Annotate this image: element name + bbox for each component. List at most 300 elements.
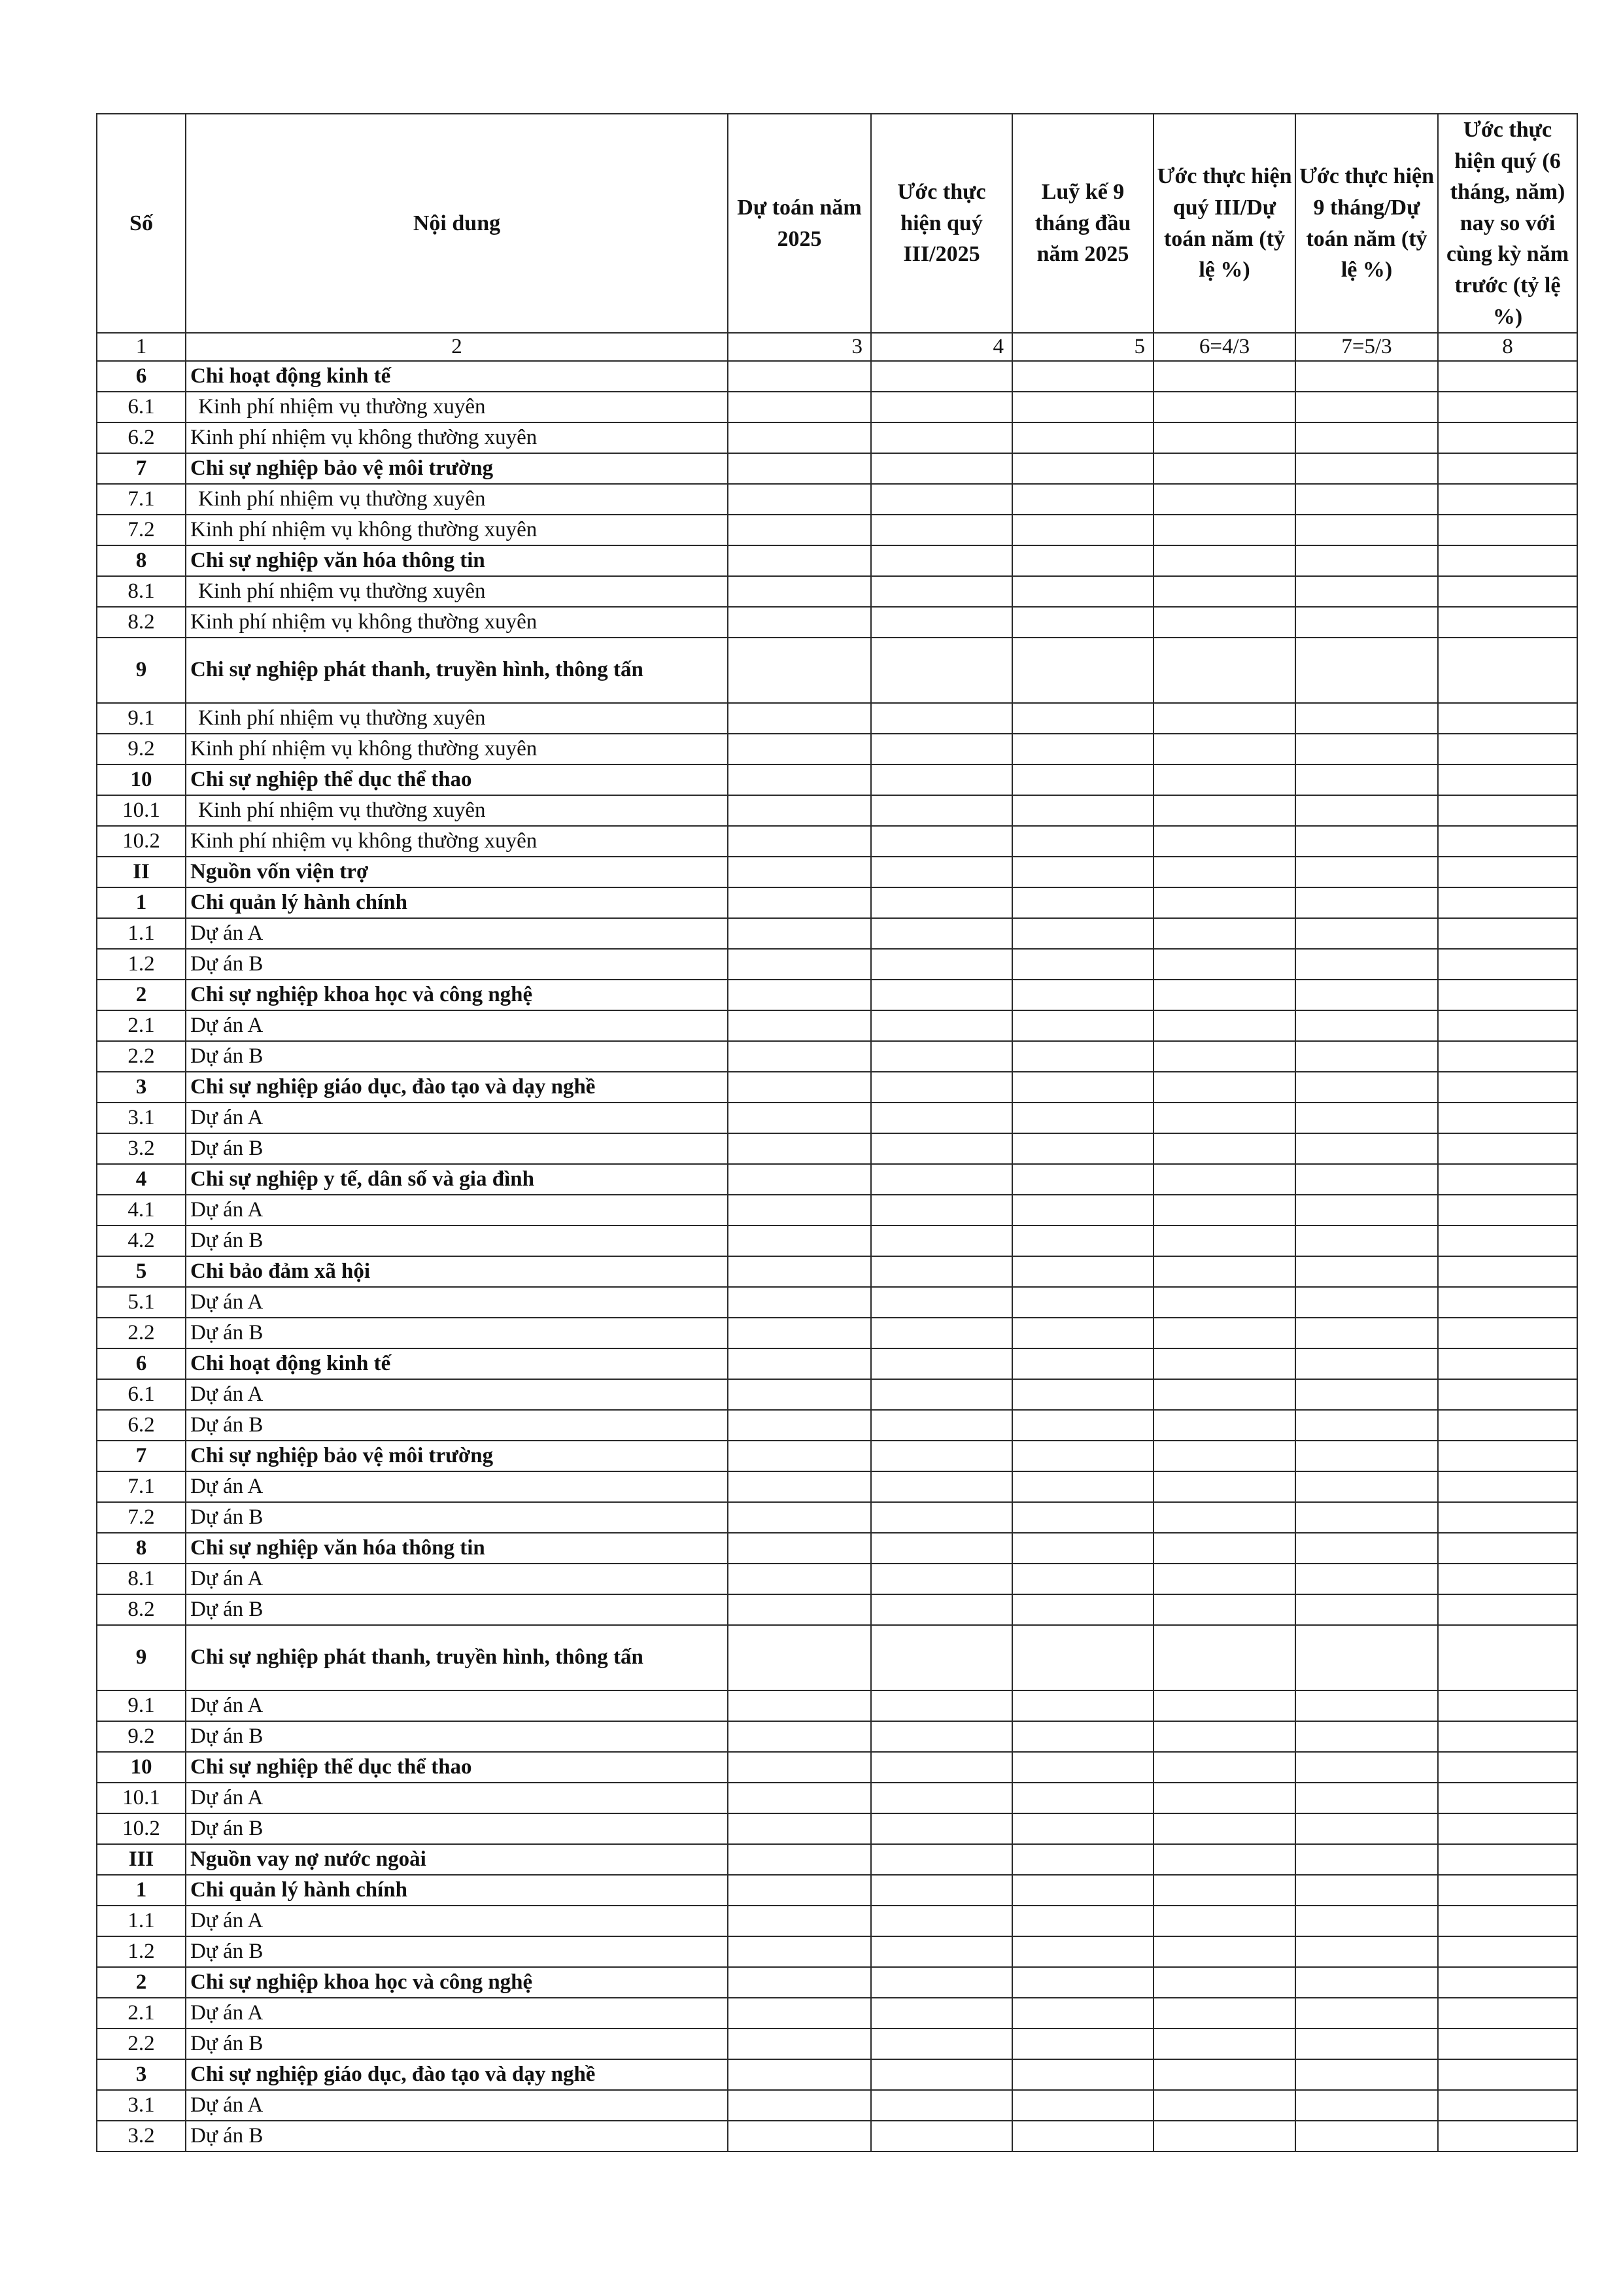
value-cell [1012,1348,1153,1379]
value-cell [1438,1103,1577,1133]
value-cell [1153,484,1295,515]
value-cell [1295,1967,1438,1998]
value-cell [1153,1906,1295,1936]
row-content: Dự án B [186,1041,728,1072]
value-cell [871,1967,1012,1998]
value-cell [1153,453,1295,484]
value-cell [728,980,871,1010]
row-content: Kinh phí nhiệm vụ không thường xuyên [186,607,728,638]
value-cell [1153,1844,1295,1875]
value-cell [728,857,871,887]
value-cell [728,1690,871,1721]
value-cell [1153,1594,1295,1625]
value-cell [1153,1072,1295,1103]
row-number: 9 [97,1625,186,1690]
value-cell [1153,1103,1295,1133]
table-row [97,949,1577,980]
value-cell [1012,1967,1153,1998]
value-cell [1295,1813,1438,1844]
row-number: 2 [97,980,186,1010]
value-cell [1012,1318,1153,1348]
table-row [97,392,1577,422]
row-content: Chi sự nghiệp thể dục thể thao [186,1752,728,1783]
table-row [97,980,1577,1010]
value-cell [1153,1164,1295,1195]
table-row [97,484,1577,515]
value-cell [728,1072,871,1103]
row-number: 9 [97,638,186,703]
table-row [97,422,1577,453]
value-cell [1153,949,1295,980]
value-cell [1295,1625,1438,1690]
row-content: Chi sự nghiệp phát thanh, truyền hình, thông tấn [186,638,728,703]
value-cell [871,515,1012,545]
table-row [97,1471,1577,1502]
value-cell [1012,1010,1153,1041]
row-content: Kinh phí nhiệm vụ không thường xuyên [186,734,728,764]
value-cell [1153,2121,1295,2151]
value-cell [1012,576,1153,607]
row-content: Kinh phí nhiệm vụ không thường xuyên [186,515,728,545]
value-cell [1012,1594,1153,1625]
value-cell [1012,1379,1153,1410]
value-cell [1295,1906,1438,1936]
table-row [97,826,1577,857]
row-content: Dự án B [186,1225,728,1256]
value-cell [871,392,1012,422]
row-number: 1.2 [97,949,186,980]
value-cell [1295,1256,1438,1287]
value-cell [1153,576,1295,607]
value-cell [1295,918,1438,949]
value-cell [871,918,1012,949]
row-number: 10 [97,1752,186,1783]
value-cell [871,1287,1012,1318]
value-cell [1012,1875,1153,1906]
value-cell [1438,1256,1577,1287]
column-number: 2 [186,333,728,361]
value-cell [1012,1564,1153,1594]
value-cell [1012,1625,1153,1690]
value-cell [871,1010,1012,1041]
value-cell [1438,607,1577,638]
value-cell [1295,392,1438,422]
value-cell [1438,1225,1577,1256]
value-cell [1012,1041,1153,1072]
value-cell [871,980,1012,1010]
value-cell [1012,638,1153,703]
value-cell [1153,918,1295,949]
value-cell [871,1690,1012,1721]
table-row [97,1875,1577,1906]
value-cell [1012,1256,1153,1287]
row-number: 8.1 [97,576,186,607]
value-cell [1438,515,1577,545]
row-number: 4 [97,1164,186,1195]
row-number: 5 [97,1256,186,1287]
row-content: Kinh phí nhiệm vụ thường xuyên [186,703,728,734]
row-number: 6 [97,1348,186,1379]
value-cell [1438,1875,1577,1906]
value-cell [1295,422,1438,453]
value-cell [1012,1287,1153,1318]
table-row [97,1564,1577,1594]
value-cell [871,1072,1012,1103]
value-cell [1438,2090,1577,2121]
column-number: 1 [97,333,186,361]
value-cell [1012,1998,1153,2029]
row-content: Chi quản lý hành chính [186,887,728,918]
table-row [97,918,1577,949]
row-number: 7.1 [97,484,186,515]
value-cell [871,857,1012,887]
value-cell [1295,2029,1438,2059]
value-cell [1438,2029,1577,2059]
value-cell [728,1936,871,1967]
value-cell [1438,734,1577,764]
value-cell [1295,949,1438,980]
row-content: Dự án A [186,1690,728,1721]
row-number: 3 [97,2059,186,2090]
column-number: 5 [1012,333,1153,361]
row-number: 3.1 [97,1103,186,1133]
value-cell [871,1410,1012,1441]
value-cell [1438,638,1577,703]
value-cell [1153,734,1295,764]
value-cell [871,1041,1012,1072]
value-cell [1438,1318,1577,1348]
row-number: 1 [97,887,186,918]
value-cell [1153,1690,1295,1721]
row-content: Chi sự nghiệp bảo vệ môi trường [186,453,728,484]
row-content: Dự án A [186,1564,728,1594]
row-number: 1.1 [97,1906,186,1936]
value-cell [1295,1379,1438,1410]
value-cell [728,1041,871,1072]
row-content: Dự án A [186,1379,728,1410]
value-cell [1438,1471,1577,1502]
value-cell [728,826,871,857]
value-cell [871,576,1012,607]
value-cell [1012,1533,1153,1564]
table-row [97,1318,1577,1348]
table-row [97,361,1577,392]
row-content: Chi bảo đảm xã hội [186,1256,728,1287]
value-cell [1012,980,1153,1010]
value-cell [1295,1936,1438,1967]
value-cell [1438,1844,1577,1875]
value-cell [728,422,871,453]
row-number: 9.1 [97,703,186,734]
value-cell [871,795,1012,826]
column-number: 8 [1438,333,1577,361]
row-number: 3 [97,1072,186,1103]
value-cell [871,422,1012,453]
header-stt: Số [97,114,186,333]
value-cell [1438,1906,1577,1936]
value-cell [1012,361,1153,392]
value-cell [1295,1594,1438,1625]
value-cell [728,2059,871,2090]
table-row [97,1998,1577,2029]
value-cell [871,2059,1012,2090]
value-cell [1012,1813,1153,1844]
value-cell [728,1471,871,1502]
row-number: 7.2 [97,515,186,545]
table-row [97,638,1577,703]
value-cell [1153,1875,1295,1906]
table-row [97,1783,1577,1813]
value-cell [1153,607,1295,638]
value-cell [1153,980,1295,1010]
table-row [97,1133,1577,1164]
row-number: 8.2 [97,607,186,638]
value-cell [1153,515,1295,545]
row-content: Kinh phí nhiệm vụ thường xuyên [186,576,728,607]
row-content: Chi sự nghiệp văn hóa thông tin [186,545,728,576]
row-number: 6.1 [97,1379,186,1410]
value-cell [1153,422,1295,453]
value-cell [1295,515,1438,545]
row-number: 8 [97,545,186,576]
value-cell [728,1256,871,1287]
value-cell [871,1133,1012,1164]
value-cell [871,1441,1012,1471]
row-content: Chi quản lý hành chính [186,1875,728,1906]
value-cell [728,764,871,795]
value-cell [871,1502,1012,1533]
value-cell [1438,1533,1577,1564]
value-cell [1295,1318,1438,1348]
column-number-row [97,333,1577,361]
value-cell [1438,2059,1577,2090]
table-row [97,1225,1577,1256]
row-number: 8.1 [97,1564,186,1594]
row-number: 10.1 [97,795,186,826]
value-cell [1012,887,1153,918]
value-cell [1295,1875,1438,1906]
row-number: 8 [97,1533,186,1564]
value-cell [1012,1410,1153,1441]
row-number: 2.2 [97,1318,186,1348]
table-row [97,1410,1577,1441]
value-cell [728,1906,871,1936]
value-cell [871,1164,1012,1195]
value-cell [1153,1564,1295,1594]
value-cell [871,2090,1012,2121]
value-cell [1153,1813,1295,1844]
value-cell [1012,2121,1153,2151]
row-content: Dự án B [186,1410,728,1441]
value-cell [1295,576,1438,607]
value-cell [728,1287,871,1318]
value-cell [1012,392,1153,422]
value-cell [1295,795,1438,826]
value-cell [871,887,1012,918]
value-cell [871,1752,1012,1783]
table-row [97,1195,1577,1225]
header-budget: Dự toán năm 2025 [728,114,871,333]
value-cell [728,734,871,764]
value-cell [728,1195,871,1225]
value-cell [871,1471,1012,1502]
value-cell [871,1813,1012,1844]
value-cell [728,1133,871,1164]
value-cell [1153,1010,1295,1041]
row-content: Dự án A [186,1010,728,1041]
value-cell [1153,638,1295,703]
value-cell [1012,1783,1153,1813]
column-number: 3 [728,333,871,361]
row-number: 6 [97,361,186,392]
value-cell [728,545,871,576]
value-cell [728,361,871,392]
row-content: Dự án B [186,1133,728,1164]
value-cell [1295,1410,1438,1441]
value-cell [1012,734,1153,764]
header-row [97,114,1577,333]
value-cell [728,607,871,638]
value-cell [1153,795,1295,826]
value-cell [1012,949,1153,980]
value-cell [871,607,1012,638]
row-number: II [97,857,186,887]
value-cell [1153,703,1295,734]
value-cell [1295,1225,1438,1256]
table-row [97,857,1577,887]
row-content: Dự án B [186,1813,728,1844]
value-cell [1295,1441,1438,1471]
value-cell [1153,1195,1295,1225]
row-content: Dự án B [186,1721,728,1752]
value-cell [1012,1502,1153,1533]
value-cell [1438,1133,1577,1164]
value-cell [728,1410,871,1441]
header-q3-ratio: Ước thực hiện quý III/Dự toán năm (tỷ lệ %) [1153,114,1295,333]
value-cell [1295,1348,1438,1379]
value-cell [1438,1625,1577,1690]
value-cell [1295,857,1438,887]
value-cell [1153,1041,1295,1072]
value-cell [1295,1564,1438,1594]
value-cell [1438,2121,1577,2151]
table-body [97,361,1577,2151]
table-row [97,545,1577,576]
value-cell [1153,2029,1295,2059]
value-cell [728,1998,871,2029]
table-row [97,515,1577,545]
value-cell [1012,2090,1153,2121]
row-number: 2.2 [97,1041,186,1072]
value-cell [1153,887,1295,918]
row-number: 3.2 [97,1133,186,1164]
value-cell [1012,1103,1153,1133]
value-cell [728,1594,871,1625]
row-content: Chi sự nghiệp văn hóa thông tin [186,1533,728,1564]
row-content: Dự án B [186,949,728,980]
value-cell [1012,1471,1153,1502]
value-cell [1153,1133,1295,1164]
value-cell [871,1721,1012,1752]
row-content: Chi sự nghiệp thể dục thể thao [186,764,728,795]
row-number: 10.1 [97,1783,186,1813]
value-cell [1153,1783,1295,1813]
value-cell [1438,703,1577,734]
value-cell [1153,361,1295,392]
table-row [97,1906,1577,1936]
row-number: 3.1 [97,2090,186,2121]
table-row [97,2059,1577,2090]
value-cell [871,1195,1012,1225]
value-cell [1012,484,1153,515]
value-cell [871,1318,1012,1348]
value-cell [728,1010,871,1041]
value-cell [1438,857,1577,887]
value-cell [871,1379,1012,1410]
value-cell [728,515,871,545]
value-cell [1153,1410,1295,1441]
table-row [97,1502,1577,1533]
row-content: Dự án A [186,1906,728,1936]
value-cell [1438,1410,1577,1441]
row-content: Dự án B [186,2029,728,2059]
value-cell [1438,980,1577,1010]
table-row [97,1256,1577,1287]
table-row [97,2121,1577,2151]
value-cell [871,1594,1012,1625]
row-number: 10 [97,764,186,795]
header-9-month-ratio: Ước thực hiện 9 tháng/Dự toán năm (tỷ lệ %) [1295,114,1438,333]
value-cell [728,918,871,949]
value-cell [728,1533,871,1564]
value-cell [1012,1752,1153,1783]
value-cell [1295,887,1438,918]
value-cell [728,1348,871,1379]
value-cell [871,734,1012,764]
row-content: Dự án B [186,1318,728,1348]
row-content: Chi sự nghiệp khoa học và công nghệ [186,980,728,1010]
value-cell [1295,2059,1438,2090]
row-number: 9.1 [97,1690,186,1721]
value-cell [1012,826,1153,857]
value-cell [1295,2090,1438,2121]
value-cell [1438,1348,1577,1379]
row-content: Nguồn vay nợ nước ngoài [186,1844,728,1875]
value-cell [871,1564,1012,1594]
value-cell [1153,857,1295,887]
value-cell [1295,1690,1438,1721]
table-row [97,2090,1577,2121]
value-cell [728,1813,871,1844]
value-cell [871,1348,1012,1379]
value-cell [728,2121,871,2151]
row-number: 2.2 [97,2029,186,2059]
value-cell [1012,422,1153,453]
row-content: Chi sự nghiệp giáo dục, đào tạo và dạy nghề [186,1072,728,1103]
header-q3-estimate: Ước thực hiện quý III/2025 [871,114,1012,333]
value-cell [1295,1164,1438,1195]
value-cell [728,1564,871,1594]
value-cell [1012,1225,1153,1256]
value-cell [728,1318,871,1348]
table-row [97,1103,1577,1133]
value-cell [1153,1256,1295,1287]
row-number: 6.1 [97,392,186,422]
row-content: Dự án A [186,2090,728,2121]
value-cell [1012,857,1153,887]
value-cell [1438,453,1577,484]
value-cell [1153,1752,1295,1783]
